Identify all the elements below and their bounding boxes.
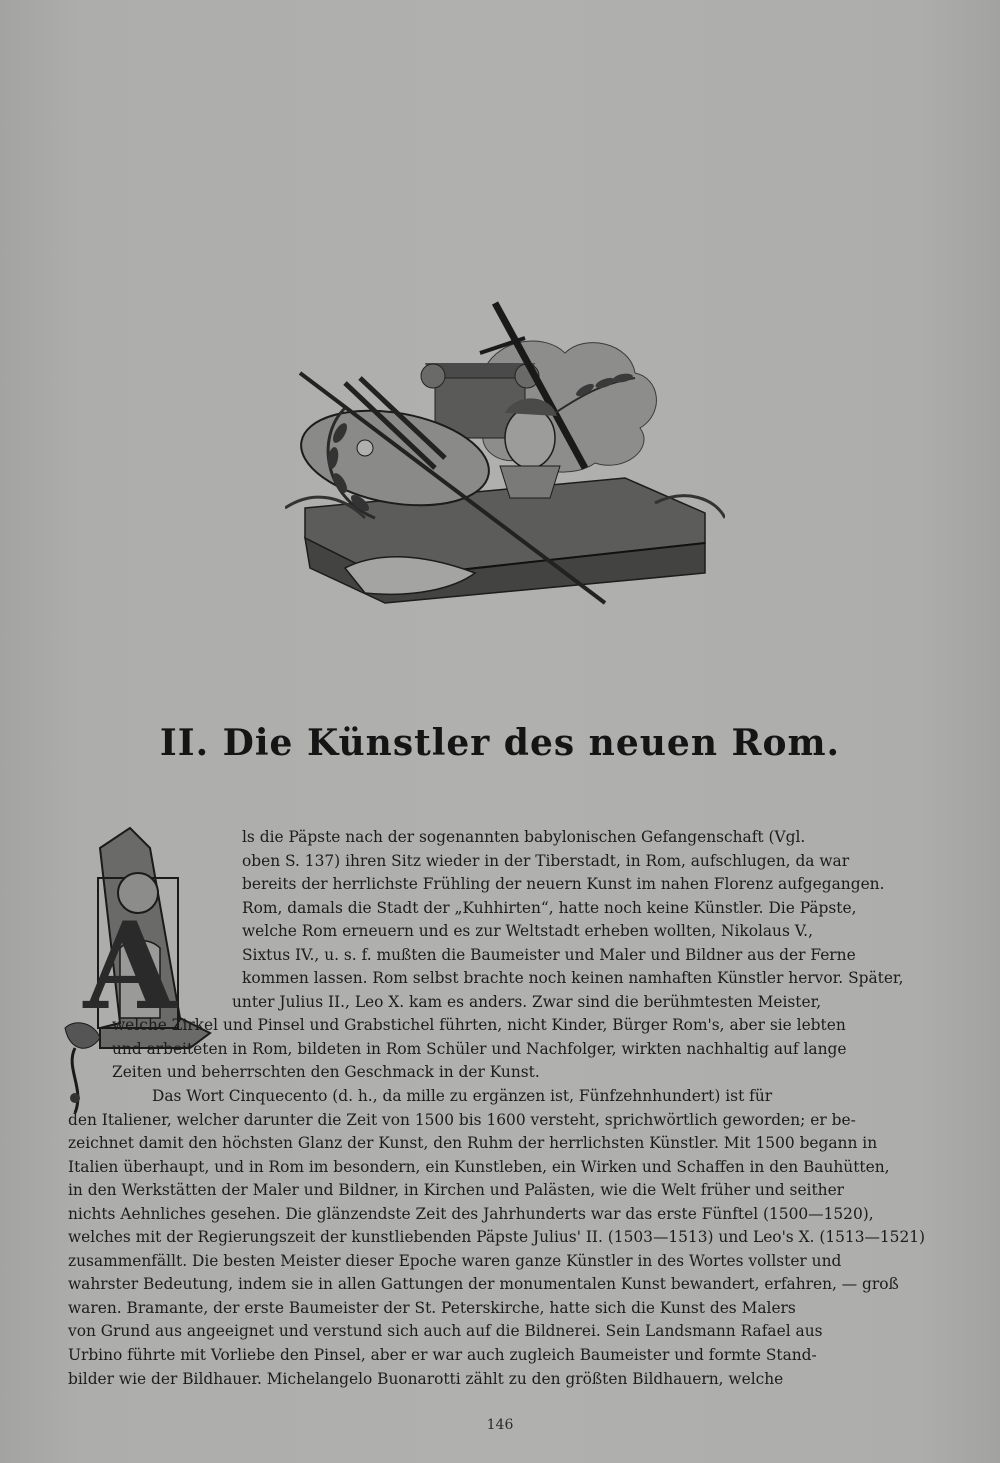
text-line: bilder wie der Bildhauer. Michelangelo Buonarotti zählt zu den größten Bildhauern, welche <box>68 1369 784 1388</box>
text-line: Rom, damals die Stadt der „Kuhhirten“, hatte noch keine Künstler. Die Päpste, <box>242 898 857 917</box>
text-line: ls die Päpste nach der sogenannten babylonischen Gefangenschaft (Vgl. <box>242 828 806 846</box>
text-line: von Grund aus angeeignet und verstund sich auch auf die Bildnerei. Sein Landsmann Rafael aus <box>68 1322 823 1341</box>
text-line: und arbeiteten in Rom, bildeten in Rom Schüler und Nachfolger, wirkten nachhaltig auf lange <box>112 1039 847 1058</box>
text-line: bereits der herrlichste Frühling der neuern Kunst im nahen Florenz aufgegangen. <box>242 875 885 894</box>
text-line: waren. Bramante, der erste Baumeister der St. Peterskirche, hatte sich die Kunst des Malers <box>68 1298 796 1317</box>
text-line: zeichnet damit den höchsten Glanz der Kunst, den Ruhm der herrlichsten Künstler. Mit 1500 begann in <box>68 1134 878 1153</box>
text-line: unter Julius II., Leo X. kam es anders. Zwar sind die berühmtesten Meister, <box>232 992 822 1011</box>
text-line: Urbino führte mit Vorliebe den Pinsel, aber er war auch zugleich Baumeister und formte Stand- <box>68 1346 817 1365</box>
artist-tools-vignette <box>285 298 725 608</box>
text-line: nichts Aehnliches gesehen. Die glänzendste Zeit des Jahrhunderts war das erste Fünftel (1500—1520), <box>68 1204 874 1223</box>
text-line: welche Rom erneuern und es zur Weltstadt erheben wollten, Nikolaus V., <box>242 922 813 941</box>
text-line: in den Werkstätten der Maler und Bildner, in Kirchen und Palästen, wie die Welt früher und seither <box>68 1181 845 1200</box>
text-line: Sixtus IV., u. s. f. mußten die Baumeister und Maler und Bildner aus der Ferne <box>242 945 856 964</box>
text-line: den Italiener, welcher darunter die Zeit von 1500 bis 1600 versteht, sprichwörtlich geworden; er be- <box>68 1110 856 1129</box>
chapter-title: II. Die Künstler des neuen Rom. <box>159 722 841 764</box>
text-line: welches mit der Regierungszeit der kunstliebenden Päpste Julius' II. (1503—1513) und Leo's X. (1513—1521) <box>68 1228 926 1247</box>
text-line: Zeiten und beherrschten den Geschmack in der Kunst. <box>112 1063 540 1082</box>
text-line: welche Zirkel und Pinsel und Grabstichel führten, nicht Kinder, Bürger Rom's, aber sie lebten <box>112 1016 846 1035</box>
body-text <box>60 826 934 1391</box>
page-number: 146 <box>486 1417 514 1433</box>
text-line: Das Wort Cinquecento (d. h., da mille zu ergänzen ist, Fünfzehnhundert) ist für <box>152 1087 773 1106</box>
text-line: kommen lassen. Rom selbst brachte noch keinen namhaften Künstler hervor. Später, <box>242 969 904 988</box>
text-line: Italien überhaupt, und in Rom im besondern, ein Kunstleben, ein Wirken und Schaffen in den Bauhütten, <box>68 1157 890 1176</box>
text-line: wahrster Bedeutung, indem sie in allen Gattungen der monumentalen Kunst bewandert, erfahren, — groß <box>68 1275 899 1294</box>
text-line: oben S. 137) ihren Sitz wieder in der Tiberstadt, in Rom, aufschlugen, da war <box>242 851 850 870</box>
dropcap-letter: A <box>83 896 177 1037</box>
text-line: zusammenfällt. Die besten Meister dieser Epoche waren ganze Künstler in des Wortes vollster und <box>68 1251 842 1270</box>
